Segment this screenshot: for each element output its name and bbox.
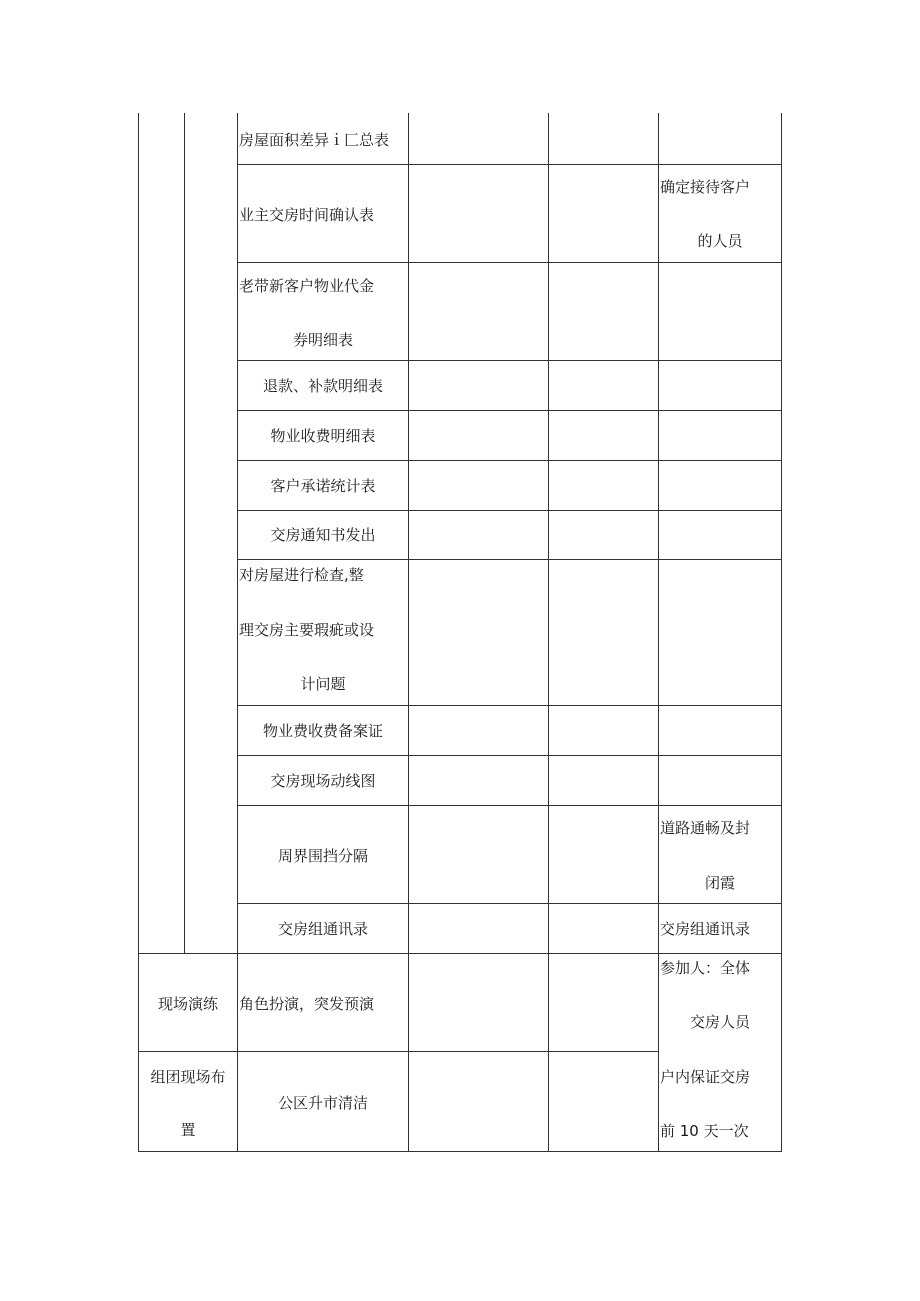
item-cell: 业主交房时间确认表 <box>239 206 375 224</box>
table-border-note <box>658 113 659 1152</box>
item-cell: 交房通知书发出 <box>270 526 376 544</box>
row-border <box>237 460 782 461</box>
category-cell: 现场演练 <box>157 995 218 1013</box>
row-border <box>237 262 782 263</box>
note-cell: 确定接待客户 <box>660 178 751 196</box>
item-cell: 角色扮演，突发预演 <box>239 995 375 1013</box>
item-cell: 计问题 <box>300 675 346 693</box>
item-cell: 退款、补款明细表 <box>262 377 383 395</box>
item-cell: 房屋面积差异ｉ匚总表 <box>239 131 390 149</box>
note-cell: 户内保证交房 <box>660 1068 751 1086</box>
table-border-item <box>237 113 238 1152</box>
note-cell: 的人员 <box>697 232 743 250</box>
note-cell: 交房组通讯录 <box>660 920 751 938</box>
table-border-col3 <box>408 113 409 1152</box>
row-border <box>237 755 782 756</box>
item-cell: 券明细表 <box>292 331 353 349</box>
row-border <box>237 805 782 806</box>
row-border <box>237 410 782 411</box>
category-cell: 组团现场布 <box>150 1068 226 1086</box>
item-cell: 老带新客户物业代金 <box>239 277 375 295</box>
note-cell: 闭霞 <box>704 874 735 892</box>
item-cell: 交房组通讯录 <box>277 920 368 938</box>
item-cell: 周界围挡分隔 <box>277 847 368 865</box>
item-cell: 对房屋进行检查,整 <box>239 566 364 584</box>
table-border-bottom <box>138 1151 782 1152</box>
item-cell: 交房现场动线图 <box>270 772 376 790</box>
row-border <box>237 510 782 511</box>
note-cell: 道路通畅及封 <box>660 819 751 837</box>
item-cell: 物业收费明细表 <box>270 427 376 445</box>
item-cell: 理交房主要瑕疵或设 <box>239 621 375 639</box>
item-cell: 公区升市清洁 <box>277 1094 368 1112</box>
note-cell: 交房人员 <box>689 1013 750 1031</box>
note-cell: 前 10 天一次 <box>660 1122 749 1140</box>
row-border <box>237 705 782 706</box>
table-border-col4 <box>548 113 549 1152</box>
row-border <box>237 903 782 904</box>
category-cell: 置 <box>180 1121 196 1139</box>
note-cell: 参加人：全体 <box>660 959 751 977</box>
table-border-inner <box>184 113 185 953</box>
table-border-right <box>781 113 782 1152</box>
row-border <box>138 953 782 954</box>
row-border <box>237 360 782 361</box>
item-cell: 物业费收费备案证 <box>262 722 383 740</box>
row-border <box>237 164 782 165</box>
item-cell: 客户承诺统计表 <box>270 477 376 495</box>
row-border-partial <box>138 1051 659 1052</box>
row-border <box>237 559 782 560</box>
